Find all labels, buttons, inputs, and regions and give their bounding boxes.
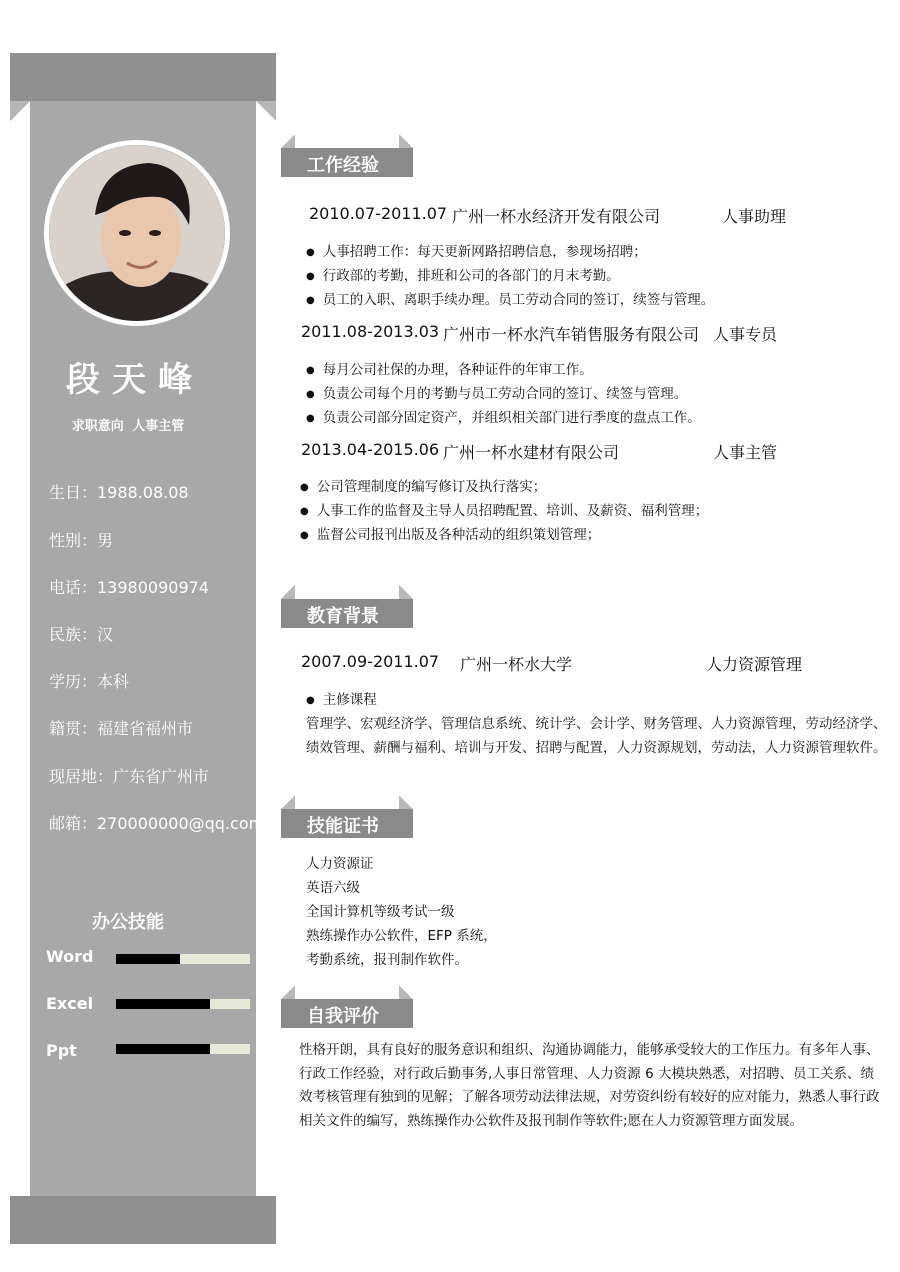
work-duty: ● 人事招聘工作：每天更新网路招聘信息，参现场招聘； [306, 240, 647, 260]
info-hometown: 籍贯：福建省福州市 [49, 719, 194, 738]
job-intent-value: 人事主管 [132, 419, 185, 434]
office-skills-title: 办公技能 [92, 912, 164, 933]
section-title: 自我评价 [307, 1006, 379, 1027]
section-header-certs [281, 795, 413, 838]
skill-bar-word [116, 954, 250, 964]
candidate-name: 段天峰 [66, 360, 204, 400]
cert-item: 人力资源证 [306, 856, 374, 872]
skill-name-excel: Excel [46, 994, 94, 1013]
skill-bar-fill [116, 954, 180, 964]
info-ethnicity: 民族：汉 [49, 625, 114, 644]
work-company: 广州一杯水建材有限公司 [443, 443, 620, 462]
section-title: 技能证书 [307, 816, 379, 837]
edu-period: 2007.09-2011.07 [301, 652, 440, 671]
skill-bar-fill [116, 1044, 210, 1054]
edu-courses-line: 绩效管理、薪酬与福利、培训与开发、招聘与配置，人力资源规划，劳动法，人力资源管理软件。 [306, 740, 887, 756]
skill-bar-ppt [116, 1044, 250, 1054]
sidebar-shade-right [256, 101, 276, 121]
edu-courses-label: ● 主修课程 [306, 688, 377, 708]
section-header-self [281, 985, 413, 1028]
info-birthday: 生日：1988.08.08 [49, 483, 189, 502]
work-duty: ● 行政部的考勤，排班和公司的各部门的月末考勤。 [306, 264, 620, 284]
section-title: 教育背景 [307, 606, 379, 627]
job-intent [30, 415, 226, 434]
sidebar-top-cap [10, 53, 276, 101]
skill-bar-excel [116, 999, 250, 1009]
edu-school: 广州一杯水大学 [460, 655, 573, 674]
work-role: 人事助理 [722, 207, 787, 226]
work-role: 人事专员 [713, 325, 778, 344]
portrait-photo [49, 145, 225, 321]
work-duty: ● 员工的入职、离职手续办理。员工劳动合同的签订，续签与管理。 [306, 288, 714, 308]
cert-item: 全国计算机等级考试一级 [306, 904, 455, 920]
cert-item: 考勤系统，报刊制作软件。 [306, 952, 468, 968]
work-period: 2011.08-2013.03 [301, 322, 440, 341]
work-duty: ● 监督公司报刊出版及各种活动的组织策划管理； [300, 523, 600, 543]
work-company: 广州市一杯水汽车销售服务有限公司 [443, 325, 700, 344]
work-company: 广州一杯水经济开发有限公司 [452, 207, 661, 226]
job-intent-label: 求职意向 [71, 419, 124, 434]
cert-item: 熟练操作办公软件，EFP 系统， [306, 928, 497, 944]
avatar [44, 140, 230, 326]
sidebar-bottom-cap [10, 1196, 276, 1244]
work-duty: ● 人事工作的监督及主导人员招聘配置、培训、及薪资、福利管理； [300, 499, 708, 519]
skill-name-word: Word [46, 947, 94, 966]
work-period: 2013.04-2015.06 [301, 440, 440, 459]
section-title: 工作经验 [307, 155, 379, 176]
info-gender: 性别：男 [49, 531, 114, 550]
work-duty: ● 公司管理制度的编写修订及执行落实； [300, 475, 546, 495]
work-duty: ● 负责公司每个月的考勤与员工劳动合同的签订、续签与管理。 [306, 382, 687, 402]
work-role: 人事主管 [713, 443, 778, 462]
work-period: 2010.07-2011.07 [309, 204, 448, 223]
info-phone: 电话：13980090974 [49, 578, 209, 597]
info-email: 邮箱：270000000@qq.com [49, 814, 265, 833]
info-education: 学历：本科 [49, 672, 130, 691]
skill-bar-fill [116, 999, 210, 1009]
cert-item: 英语六级 [306, 880, 360, 896]
work-duty: ● 负责公司部分固定资产，并组织相关部门进行季度的盘点工作。 [306, 406, 701, 426]
work-duty: ● 每月公司社保的办理，各种证件的年审工作。 [306, 358, 593, 378]
skill-name-ppt: Ppt [46, 1041, 77, 1060]
section-header-work [281, 134, 413, 177]
sidebar-shade-left [10, 101, 30, 121]
self-evaluation: 性格开朗，具有良好的服务意识和组织、沟通协调能力，能够承受较大的工作压力。有多年人事、行政工作经验，对行政后勤事务,人事日常管理、人力资源 6 大模块熟悉，对招聘、员工关系、绩效考核管理有独到的见解；了解各项劳动法律法规，对劳资纠纷有较好的应对能力，熟悉人事行政相关文件的编写，熟练操作办公软件及报刊制作等软件;愿在人力资源管理方面发展。 [299, 1042, 880, 1129]
edu-courses-line: 管理学、宏观经济学、管理信息系统、统计学、会计学、财务管理、人力资源管理，劳动经济学、 [306, 716, 887, 732]
edu-major: 人力资源管理 [706, 655, 803, 674]
info-residence: 现居地：广东省广州市 [49, 767, 210, 786]
section-header-education [281, 585, 413, 628]
